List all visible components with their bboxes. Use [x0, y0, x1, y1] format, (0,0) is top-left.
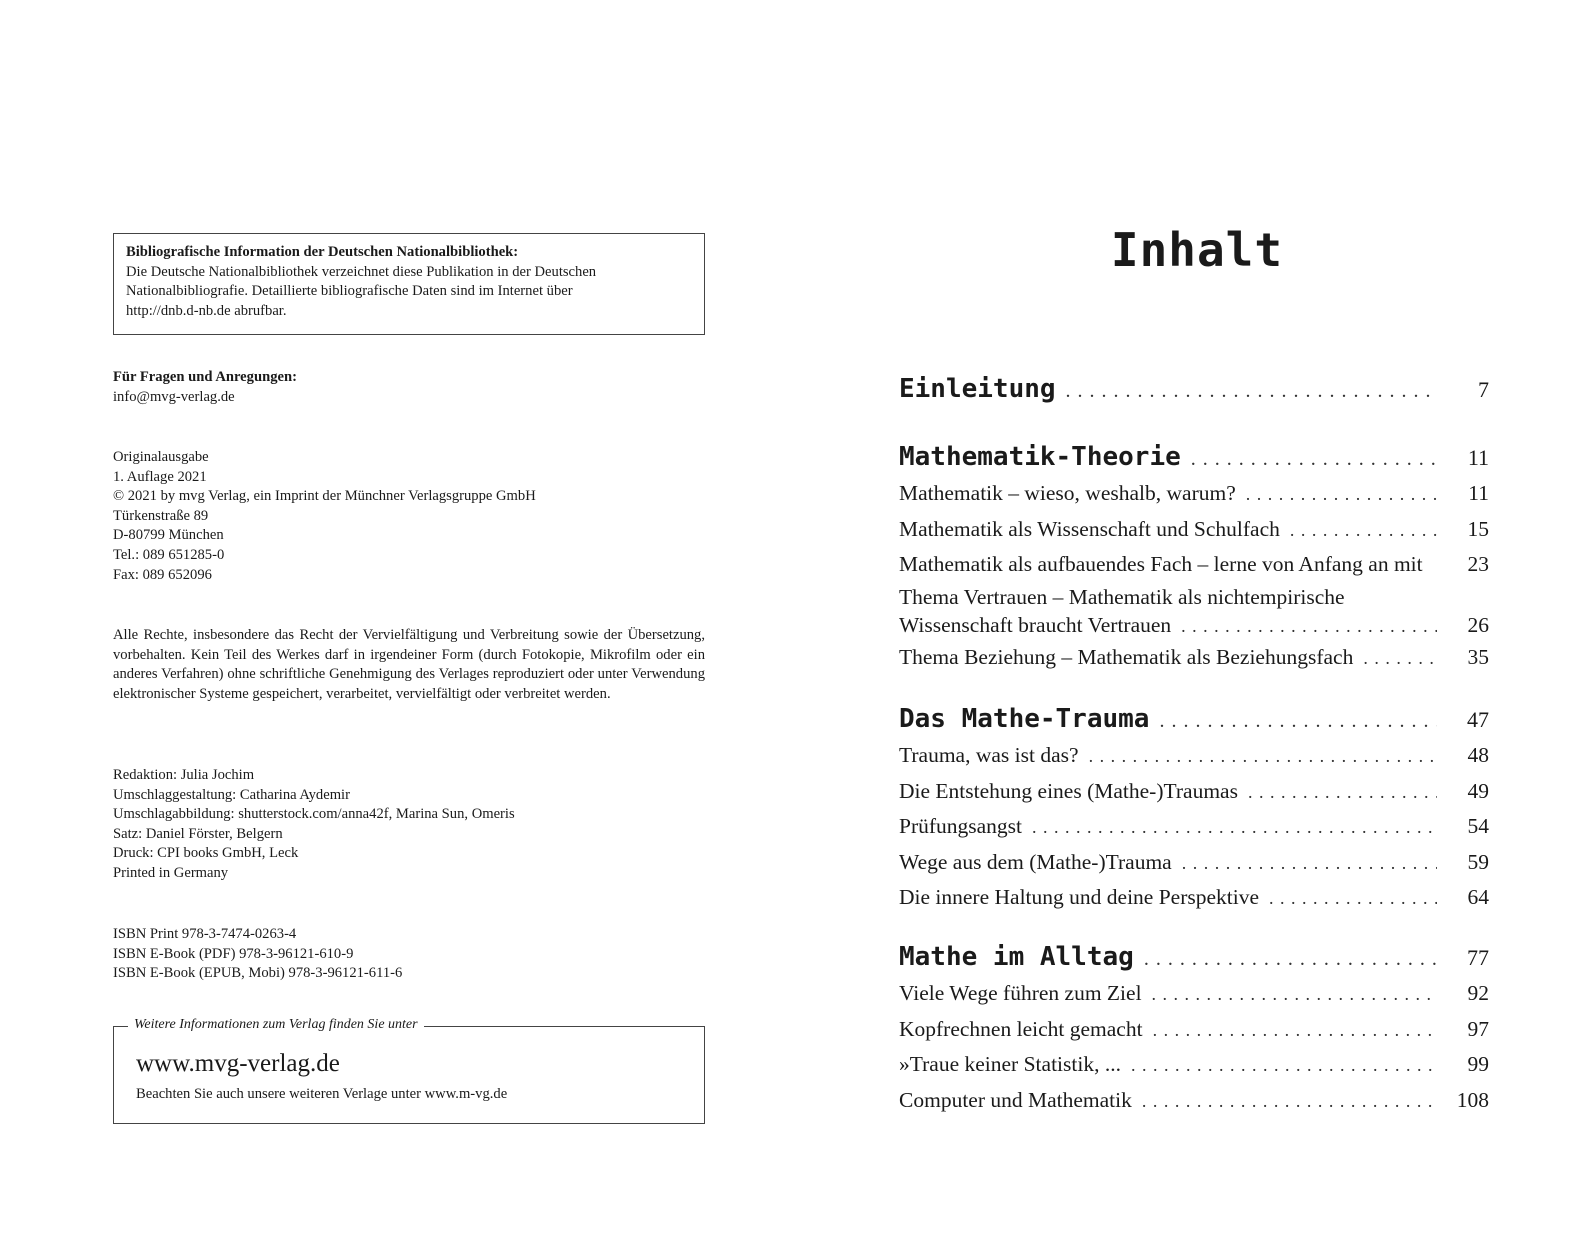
- section-entry: [899, 476, 1489, 512]
- leader-dots: [1191, 442, 1437, 476]
- section-title: Wege aus dem (Mathe-)Trauma: [899, 849, 1172, 874]
- section-title: Trauma, was ist das?: [899, 743, 1079, 767]
- chapter-title: Mathematik-Theorie: [899, 442, 1181, 472]
- edition-line: Originalausgabe: [113, 449, 209, 465]
- toc-title: Inhalt: [1110, 223, 1284, 277]
- leader-dots: [1269, 881, 1437, 916]
- publisher-url: www.mvg-verlag.de: [136, 1050, 340, 1077]
- section-title-line1: Thema Vertrauen – Mathematik als nichtempirische: [899, 584, 1345, 609]
- edition-line: 1. Auflage 2021: [113, 468, 207, 485]
- section-page: 64: [1467, 885, 1489, 909]
- section-title: Mathematik – wieso, weshalb, warum?: [899, 481, 1236, 505]
- section-page: 59: [1467, 849, 1489, 874]
- section-entry: [899, 640, 1489, 676]
- leader-dots: [1089, 739, 1437, 774]
- leader-dots: [1032, 810, 1437, 845]
- chapter-title: Einleitung: [899, 374, 1056, 404]
- leader-dots: [1144, 942, 1437, 976]
- section-page: 35: [1467, 644, 1489, 669]
- section-title: Mathematik als Wissenschaft und Schulfach: [899, 516, 1280, 541]
- section-title: Viele Wege führen zum Ziel: [899, 981, 1142, 1005]
- leader-dots: [1142, 1084, 1437, 1119]
- credit-line: Druck: CPI books GmbH, Leck: [113, 845, 299, 862]
- edition-line: Tel.: 089 651285-0: [113, 546, 225, 563]
- edition-line: © 2021 by mvg Verlag, ein Imprint der Münchner Verlagsgruppe GmbH: [113, 488, 536, 505]
- leader-dots: [1181, 612, 1437, 640]
- publisher-info-box: [113, 1017, 705, 1124]
- edition-line: Fax: 089 652096: [113, 566, 212, 583]
- credits-block: [113, 766, 515, 884]
- section-entry: [899, 512, 1489, 548]
- section-page: 99: [1467, 1052, 1489, 1076]
- credit-line: Printed in Germany: [113, 864, 229, 881]
- chapter-entry: [899, 372, 1489, 408]
- section-title: Prüfungsangst: [899, 814, 1023, 838]
- credit-line: Satz: Daniel Förster, Belgern: [113, 825, 283, 842]
- credit-line: Umschlaggestaltung: Catharina Aydemir: [113, 786, 350, 803]
- chapter-page: 47: [1467, 707, 1489, 732]
- contact-email: info@mvg-verlag.de: [113, 388, 235, 405]
- credit-line: Redaktion: Julia Jochim: [113, 767, 255, 783]
- section-title: Thema Beziehung – Mathematik als Beziehungsfach: [899, 644, 1354, 669]
- section-page: 54: [1467, 814, 1489, 838]
- section-entry: [899, 774, 1489, 810]
- biblio-line: http://dnb.d-nb.de abrufbar.: [126, 302, 287, 319]
- leader-dots: [1131, 1048, 1437, 1083]
- section-title: Kopfrechnen leicht gemacht: [899, 1016, 1143, 1041]
- section-title: Die innere Haltung und deine Perspektive: [899, 885, 1260, 909]
- chapter-entry: [899, 440, 1489, 476]
- section-entry: [899, 809, 1489, 845]
- section-title: Die Entstehung eines (Mathe-)Traumas: [899, 778, 1238, 803]
- edition-block: [113, 448, 536, 585]
- section-entry: [899, 845, 1489, 881]
- leader-dots: [1290, 513, 1437, 548]
- edition-line: D-80799 München: [113, 527, 224, 544]
- leader-dots: [1248, 775, 1437, 810]
- section-page: 23: [1467, 552, 1489, 576]
- toc-chapter: [899, 372, 1489, 408]
- publisher-note: Beachten Sie auch unsere weiteren Verlage unter www.m-vg.de: [136, 1086, 508, 1102]
- rights-notice: Alle Rechte, insbesondere das Recht der Vervielfältigung und Verbreitung sowie der Übersetzung, vorbehalten. Kein Teil des Werkes darf in irgendeiner Form (durch Fotokopie, Mikrofilm oder ein anderes Verfahren) ohne schriftliche Genehmigung des Verlages reproduziert oder unter Verwendung elektronischer Systeme gespeichert, verarbeitet, vervielfältigt oder verbreitet werden.: [113, 627, 705, 702]
- leader-dots: [1153, 1013, 1437, 1048]
- section-page: 48: [1467, 743, 1489, 767]
- chapter-entry: [899, 940, 1489, 976]
- chapter-page: 11: [1467, 445, 1489, 470]
- biblio-line: Die Deutsche Nationalbibliothek verzeichnet diese Publikation in der Deutschen: [126, 263, 597, 280]
- bibliographic-info-box: [113, 233, 705, 335]
- edition-line: Türkenstraße 89: [113, 507, 209, 524]
- section-page: 108: [1456, 1087, 1489, 1112]
- section-page: 97: [1467, 1016, 1489, 1041]
- chapter-title: Das Mathe-Trauma: [899, 704, 1150, 734]
- section-title: Wissenschaft braucht Vertrauen: [899, 612, 1172, 637]
- toc-chapter: [899, 440, 1489, 675]
- section-entry: [899, 1083, 1489, 1119]
- leader-dots: [1363, 641, 1437, 676]
- section-title: »Traue keiner Statistik, ...: [899, 1052, 1121, 1076]
- section-entry: [899, 880, 1489, 916]
- leader-dots: [1182, 846, 1437, 881]
- section-entry: [899, 1012, 1489, 1048]
- contact-block: [113, 368, 297, 407]
- toc-chapter: [899, 940, 1489, 1118]
- leader-dots: [1246, 477, 1437, 512]
- chapter-page: 7: [1478, 377, 1489, 402]
- isbn-block: [113, 925, 402, 984]
- contact-heading: Für Fragen und Anregungen:: [113, 369, 297, 385]
- section-title: Computer und Mathematik: [899, 1087, 1132, 1112]
- chapter-page: 77: [1467, 945, 1489, 970]
- chapter-title: Mathe im Alltag: [899, 942, 1134, 972]
- publisher-legend: Weitere Informationen zum Verlag finden Sie unter: [128, 1015, 424, 1035]
- section-entry: [899, 976, 1489, 1012]
- biblio-heading: Bibliografische Information der Deutschen Nationalbibliothek:: [126, 244, 519, 260]
- section-page: 11: [1468, 481, 1489, 505]
- section-entry: [899, 611, 1489, 640]
- leader-dots: [1066, 374, 1437, 408]
- section-title: Mathematik als aufbauendes Fach – lerne von Anfang an mit: [899, 552, 1423, 576]
- section-entry-multiline: [899, 583, 1489, 640]
- section-page: 26: [1467, 612, 1489, 637]
- biblio-line: Nationalbibliografie. Detaillierte bibliografische Daten sind im Internet über: [126, 283, 573, 300]
- isbn-line: ISBN Print 978-3-7474-0263-4: [113, 926, 297, 942]
- section-page: 15: [1467, 516, 1489, 541]
- section-entry: [899, 738, 1489, 774]
- toc-chapter: [899, 702, 1489, 916]
- section-entry: [899, 547, 1489, 583]
- section-page: 49: [1467, 778, 1489, 803]
- isbn-line: ISBN E-Book (PDF) 978-3-96121-610-9: [113, 945, 354, 962]
- isbn-line: ISBN E-Book (EPUB, Mobi) 978-3-96121-611-6: [113, 965, 403, 982]
- credit-line: Umschlagabbildung: shutterstock.com/anna42f, Marina Sun, Omeris: [113, 806, 515, 823]
- leader-dots: [1152, 977, 1437, 1012]
- leader-dots: [1159, 704, 1437, 738]
- section-page: 92: [1467, 981, 1489, 1005]
- section-entry: [899, 1047, 1489, 1083]
- chapter-entry: [899, 702, 1489, 738]
